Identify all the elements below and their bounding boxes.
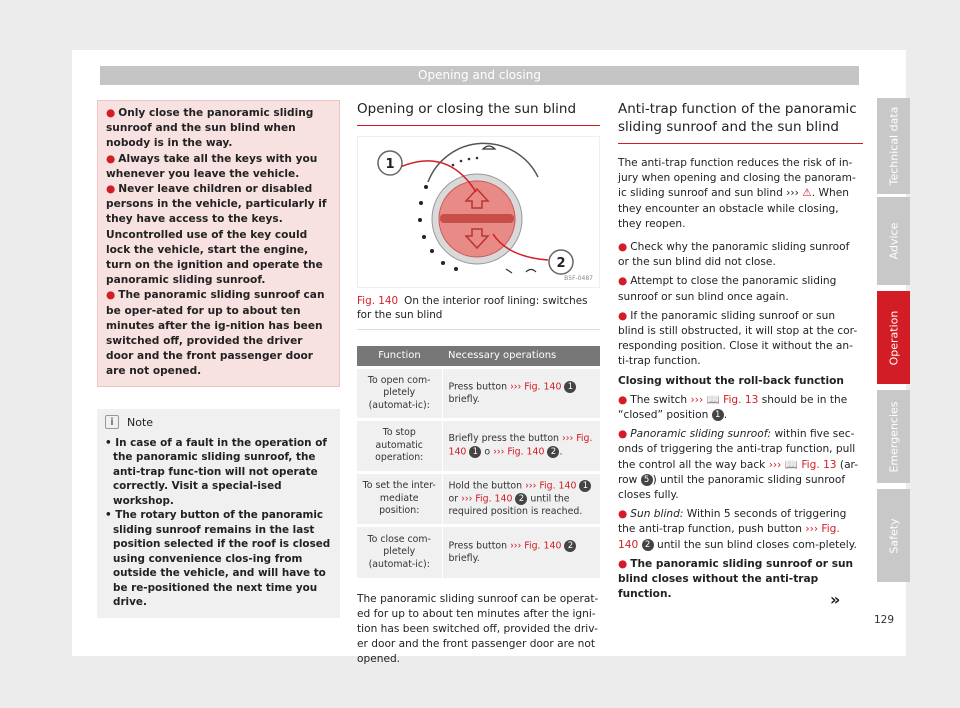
warning-box [97, 100, 340, 387]
book-icon: 📖 [706, 393, 720, 406]
warning-triangle-icon: ⚠ [802, 187, 812, 200]
table-row: To set the inter-mediate position: Hold the button ››› Fig. 140 1 or ››› Fig. 140 2 until the required position is reached. [357, 472, 600, 526]
figure-code: B5F-0487 [564, 275, 593, 282]
section-header: Opening and closing [100, 66, 859, 85]
callout-1: 1 [385, 157, 395, 172]
book-icon: 📖 [784, 458, 798, 471]
note-box [97, 409, 340, 618]
figure-label: Fig. 140 [357, 295, 399, 307]
tab-technical-data[interactable]: Technical data [877, 98, 910, 194]
figure-sun-blind-switches [357, 136, 600, 288]
warning-item: ● The panoramic sliding sunroof can be oper-ated for up to about ten minutes after the ig-nition has been switched off, provided the driver door and the front passenger door are not opened. [106, 289, 325, 378]
table-header-operations: Necessary operations [442, 346, 600, 367]
figure-caption: Fig. 140 On the interior roof lining: switches for the sun blind [357, 294, 600, 330]
callout-2: 2 [556, 256, 566, 271]
intro-paragraph: The anti-trap function reduces the risk of in-jury when opening and closing the panoram-ic sliding sunroof and sun blind ››› ⚠. When they encounter an obstacle while closing, they reopen. [618, 157, 856, 230]
page-number: 129 [874, 614, 895, 626]
column-1 [97, 100, 340, 618]
table-header-function: Function [357, 346, 442, 367]
warning-item: ● Never leave children or disabled persons in the vehicle, particularly if they have access to the keys. Uncontrolled use of the key could lock the vehicle, start the engine, turn on the ignition and operate the panoramic sliding sunroof. [106, 183, 327, 287]
section-title: Opening or closing the sun blind [357, 100, 600, 126]
tab-operation[interactable]: Operation [877, 291, 910, 384]
operations-table [357, 346, 600, 578]
section-title: Anti-trap function of the panoramic sliding sunroof and the sun blind [618, 100, 863, 144]
list-item: ● Attempt to close the panoramic sliding sunroof or sun blind once again. [618, 275, 837, 303]
table-row: To stop automatic operation: Briefly press the button ››› Fig. 140 1 o ››› Fig. 140 2 . [357, 420, 600, 473]
column-3 [618, 100, 863, 606]
switch-illustration [358, 137, 599, 287]
body-paragraph: The panoramic sliding sunroof can be operat-ed for up to about ten minutes after the igni-tion has been switched off, provided the driv-er door and the front passenger door are not opened. [357, 592, 599, 666]
note-item: • The rotary button of the panoramic sliding sunroof remains in the last position selected if the roof is closed using convenience clos-ing from outside the vehicle, and will have to be re-positioned the next time you drive. [105, 509, 331, 609]
list-item: ● Panoramic sliding sunroof: within five sec-onds of triggering the anti-trap function, pull the control all the way back ››› 📖 Fig. 13 (ar-row 5 ) until the panoramic sliding sunroof closes fully. [618, 428, 859, 502]
note-item: • In case of a fault in the operation of the panoramic sliding sunroof, the anti-trap func-tion will not operate correctly. Visit a special-ised workshop. [105, 436, 327, 507]
list-item: ● The switch ››› 📖 Fig. 13 should be in the “closed” position 1 . [618, 393, 848, 422]
info-icon: i [105, 415, 119, 429]
tab-safety[interactable]: Safety [877, 489, 910, 582]
subheading: Closing without the roll-back function [618, 374, 844, 387]
tab-emergencies[interactable]: Emergencies [877, 390, 910, 483]
list-item: ● The panoramic sliding sunroof or sun blind closes without the anti-trap function. [618, 557, 854, 601]
column-2 [357, 100, 600, 668]
continue-arrow: » [830, 590, 841, 609]
table-row: To open com-pletely (automat-ic): Press button ››› Fig. 140 1 briefly. [357, 367, 600, 420]
list-item: ● If the panoramic sliding sunroof or sun blind is still obstructed, it will stop at the cor-responding position. Close it without the an-ti-trap function. [618, 309, 858, 368]
warning-item: ● Always take all the keys with you whenever you leave the vehicle. [106, 152, 318, 180]
list-item: ● Sun blind: Within 5 seconds of triggering the anti-trap function, push button ››› Fig. 140 2 until the sun blind closes com-pletely. [618, 508, 857, 551]
warning-item: ● Only close the panoramic sliding sunroof and the sun blind when nobody is in the way. [106, 107, 314, 150]
note-label: Note [127, 415, 154, 429]
tab-advice[interactable]: Advice [877, 197, 910, 285]
table-row: To close com-pletely (automat-ic): Press button ››› Fig. 140 2 briefly. [357, 526, 600, 578]
list-item: ● Check why the panoramic sliding sunroof or the sun blind did not close. [618, 241, 850, 269]
